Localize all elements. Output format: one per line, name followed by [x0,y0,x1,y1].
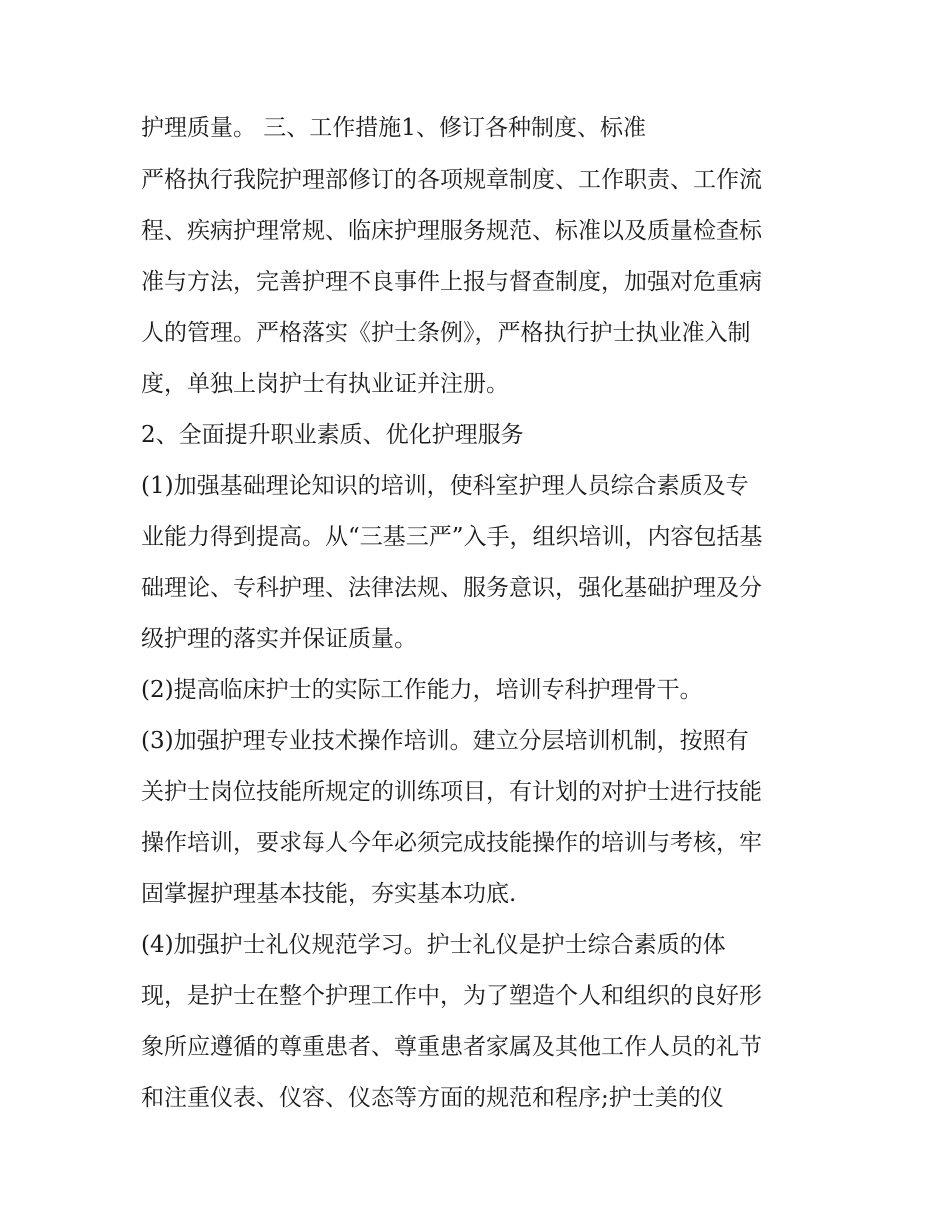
text-line: 和注重仪表、仪容、仪态等方面的规范和程序;护士美的仪 [141,1085,724,1111]
text-line: 关护士岗位技能所规定的训练项目，有计划的对护士进行技能 [141,779,762,805]
text-line: 准与方法，完善护理不良事件上报与督查制度，加强对危重病 [141,269,762,295]
text-line: 级护理的落实并保证质量。 [141,626,417,652]
text-line: 程、疾病护理常规、临床护理服务规范、标准以及质量检查标 [141,218,762,244]
text-line: 人的管理。严格落实《护士条例》，严格执行护士执业准入制 [141,320,751,346]
text-line: (2)提高临床护士的实际工作能力，培训专科护理骨干。 [141,677,703,703]
text-line: 础理论、专科护理、法律法规、服务意识，强化基础护理及分 [141,575,762,601]
text-line: 业能力得到提高。从“三基三严”入手，组织培训，内容包括基 [141,524,763,550]
text-line: (1)加强基础理论知识的培训，使科室护理人员综合素质及专 [141,473,749,499]
text-line: (3)加强护理专业技术操作培训。建立分层培训机制，按照有 [141,728,749,754]
text-line: (4)加强护士礼仪规范学习。护士礼仪是护士综合素质的体 [141,932,726,958]
text-line: 护理质量。 三、工作措施1、修订各种制度、标准 [141,115,646,141]
text-line: 象所应遵循的尊重患者、尊重患者家属及其他工作人员的礼节 [141,1034,762,1060]
text-line: 严格执行我院护理部修订的各项规章制度、工作职责、工作流 [141,167,762,193]
text-line: 操作培训，要求每人今年必须完成技能操作的培训与考核，牢 [141,830,762,856]
section-heading: 2、全面提升职业素质、优化护理服务 [141,422,524,448]
text-line: 度，单独上岗护士有执业证并注册。 [141,371,509,397]
text-line: 固掌握护理基本技能，夯实基本功底. [141,881,517,907]
text-line: 现，是护士在整个护理工作中，为了塑造个人和组织的良好形 [141,983,762,1009]
